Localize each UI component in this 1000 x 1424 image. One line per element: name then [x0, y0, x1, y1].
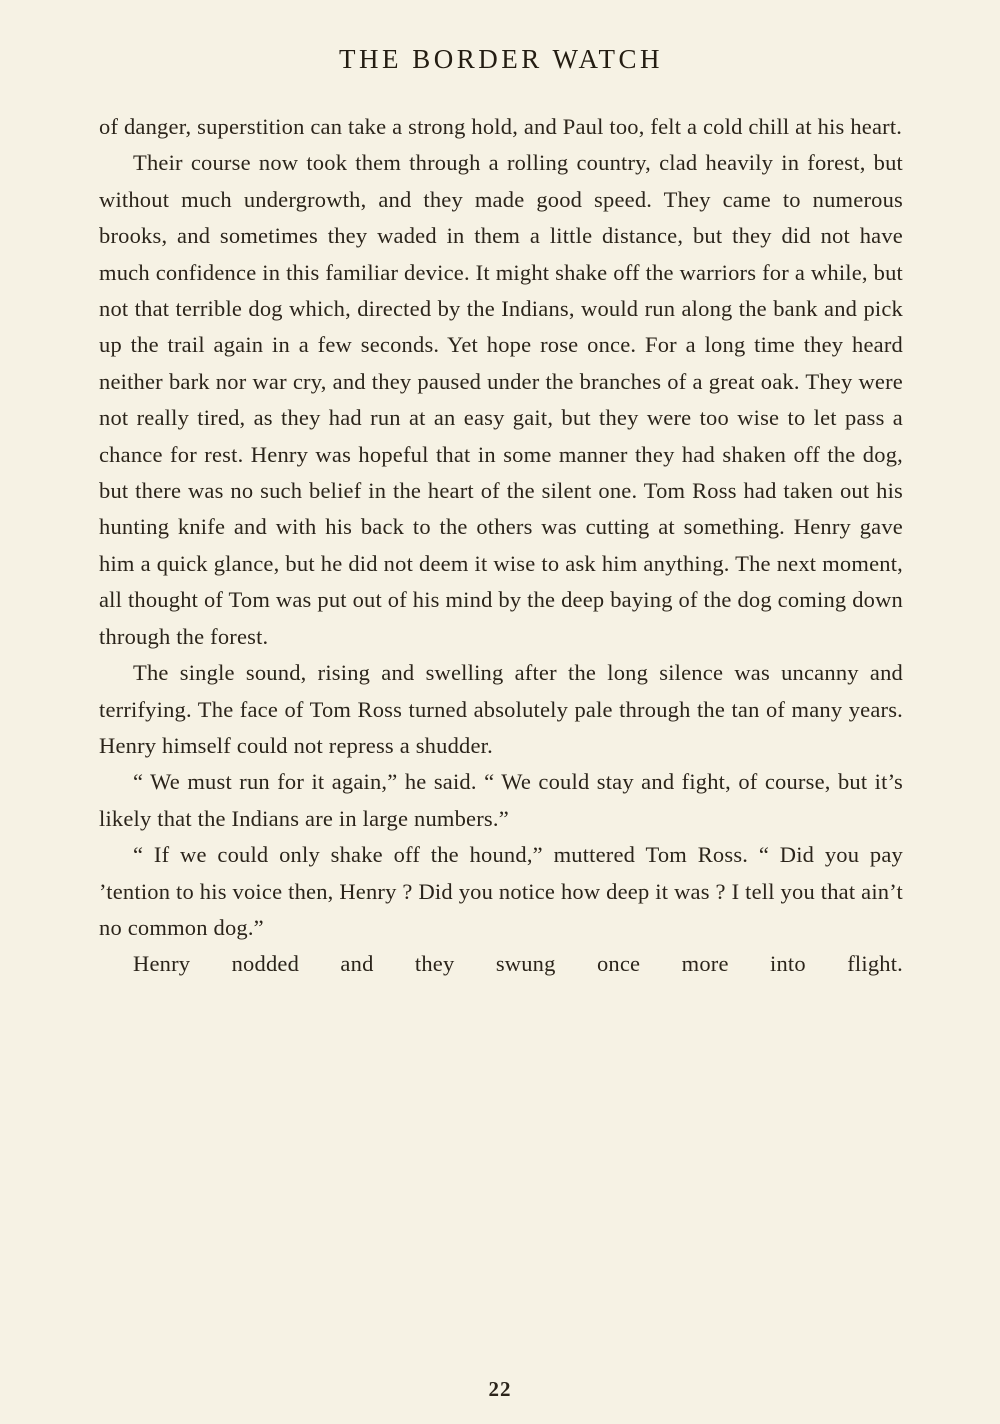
page-number: 22 [488, 1377, 512, 1401]
running-head: THE BORDER WATCH [338, 44, 663, 74]
paragraph: “ We must run for it again,” he said. “ We could stay and fight, of course, but it’s likely that the Indians are in large numbers.” [99, 769, 903, 831]
paragraph: Their course now took them through a rolling country, clad heavily in forest, but without much undergrowth, and they made good speed. They came to numerous brooks, and sometimes they waded in them a little distance, but they did not have much confidence in this familiar device. It might shake off the warriors for a while, but not that terrible dog which, directed by the Indians, would run along the bank and pick up the trail again in a few seconds. Yet hope rose once. For a long time they heard neither bark nor war cry, and they paused under the branches of a great oak. They were not really tired, as they had run at an easy gait, but they were too wise to let pass a chance for rest. Henry was hopeful that in some manner they had shaken off the dog, but there was no such belief in the heart of the silent one. Tom Ross had taken out his hunting knife and with his back to the others was cutting at something. Henry gave him a quick glance, but he did not deem it wise to ask him anything. The next moment, all thought of Tom was put out of his mind by the deep baying of the dog coming down through the forest. [99, 150, 903, 649]
paragraph: “ If we could only shake off the hound,” muttered Tom Ross. “ Did you pay ’tention to his voice then, Henry ? Did you notice how deep it was ? I tell you that ain’t no common dog.” [99, 842, 903, 940]
page-body [99, 109, 903, 983]
paragraph: The single sound, rising and swelling after the long silence was uncanny and terrifying. The face of Tom Ross turned absolutely pale through the tan of many years. Henry himself could not repress a shudder. [99, 660, 903, 758]
paragraph: Henry nodded and they swung once more into flight. [133, 951, 903, 977]
paragraph: of danger, superstition can take a strong hold, and Paul too, felt a cold chill at his heart. [99, 114, 903, 139]
